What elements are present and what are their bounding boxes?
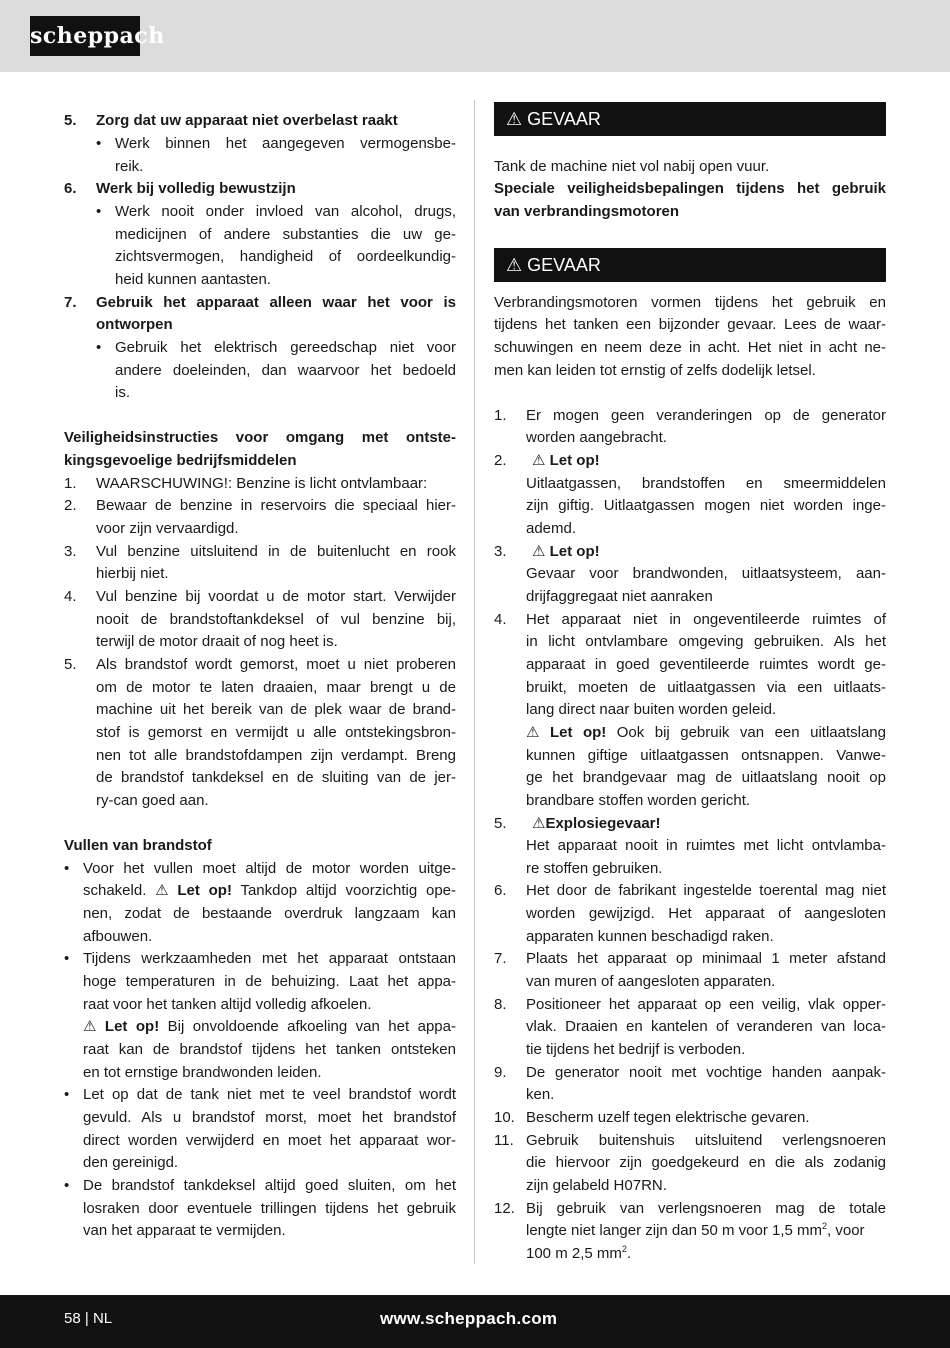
warning-triangle-icon: ⚠ <box>532 543 546 560</box>
bullet-text: afbouwen. <box>83 928 153 945</box>
text-line <box>494 292 886 314</box>
text-line <box>494 1062 886 1084</box>
list-item-text: Het apparaat niet in ongeventileerde ruimtes of <box>526 611 886 628</box>
sub-item-text: reik. <box>115 158 144 175</box>
list-item-text: zijn giftig. Uitlaatgassen mogen niet worden inge- <box>526 497 886 514</box>
text-line <box>64 1198 456 1220</box>
text-line <box>494 518 886 540</box>
text-line <box>64 360 456 382</box>
list-item-text: in licht ontvlambare omgeving gebruiken. Als het <box>526 633 886 650</box>
list-item-text: Vul benzine uitsluitend in de buitenlucht en rook <box>96 543 456 560</box>
warning-triangle-icon: ⚠ <box>506 109 528 129</box>
list-item-text: ademd. <box>526 520 577 537</box>
text-line <box>494 1220 886 1242</box>
list-item-text: van muren of aangesloten apparaten. <box>526 973 776 990</box>
text-line <box>64 767 456 789</box>
list-item-text: die hiervoor zijn goedgekeurd en die als zodanig <box>526 1154 886 1171</box>
text-line <box>64 495 456 517</box>
text-line <box>494 1039 886 1061</box>
list-item-text: 100 m 2,5 $mm^2$. <box>526 1244 632 1262</box>
list-item-text: Zorg dat uw apparaat niet overbelast raakt <box>96 112 398 129</box>
warning-label: Let op! <box>177 882 232 899</box>
list-item-text: brandbare stoffen worden gericht. <box>526 792 751 809</box>
text-line <box>64 926 456 948</box>
list-item-text: om de motor te laten draaien, maar brengt u de <box>96 679 456 696</box>
bullet: • <box>96 135 102 152</box>
text-line <box>494 767 886 789</box>
list-item-text: Bij gebruik van verlengsnoeren mag de totale <box>526 1200 886 1217</box>
text-line <box>64 948 456 970</box>
text-line <box>494 495 886 517</box>
list-item-text: nooit de brandstoftankdeksel of vul benzine bij, <box>96 611 456 628</box>
list-number: 5. <box>64 656 77 673</box>
warning-triangle-icon: ⚠ <box>83 1018 97 1035</box>
page-number-value: 58 <box>64 1310 81 1327</box>
bullet-text: raat kan de brandstof tijdens het tanken ontsteken <box>83 1041 456 1058</box>
text-line <box>64 269 456 291</box>
text-line <box>64 722 456 744</box>
list-number: 6. <box>64 180 77 197</box>
text-line <box>494 1016 886 1038</box>
sub-item-text: is. <box>115 384 130 401</box>
scheppach-logo: scheppach <box>30 16 140 56</box>
list-number: 10. <box>494 1109 515 1126</box>
sub-item-text: medicijnen of andere substanties die uw ge- <box>115 226 456 243</box>
bullet-text: Let op dat de tank niet met te veel brandstof wordt <box>83 1086 456 1103</box>
list-item-text: Gebruik buitenshuis uitsluitend verlengsnoeren <box>526 1132 886 1149</box>
text-line <box>64 541 456 563</box>
warning-triangle-icon: ⚠ <box>155 882 169 899</box>
column-divider <box>474 100 475 1264</box>
paragraph-text: Speciale veiligheidsbepalingen tijdens het gebruik <box>494 180 886 197</box>
list-item-text: ge het brandgevaar mag de uitlaatslang nooit op <box>526 769 886 786</box>
page-header <box>0 0 950 72</box>
list-item-text: ⚠ Let op! Ook bij gebruik van een uitlaatslang <box>526 722 886 744</box>
paragraph-text: tijdens het tanken een bijzonder gevaar. Lees de waar- <box>494 316 886 333</box>
bullet-text: Voor het vullen moet altijd de motor worden uitge- <box>83 860 456 877</box>
list-item-text: bruikt, moeten de uitlaatgassen via een uitlaats- <box>526 679 886 696</box>
list-item-text: Gevaar voor brandwonden, uitlaatsysteem, aan- <box>526 565 886 582</box>
text-line <box>494 427 886 449</box>
paragraph-text: men kan leiden tot ernstig of zelfs dodelijk letsel. <box>494 362 816 379</box>
list-number: 3. <box>494 543 507 560</box>
list-item-text: Plaats het apparaat op minimaal 1 meter afstand <box>526 950 886 967</box>
text-line <box>494 563 886 585</box>
superscript: 2 <box>822 1221 828 1231</box>
warning-triangle-icon: ⚠ <box>532 815 546 832</box>
list-number: 7. <box>64 294 77 311</box>
list-item-text: worden gewijzigd. Het apparaat of aangesloten <box>526 905 886 922</box>
sub-item-text: Gebruik het elektrisch gereedschap niet voor <box>115 339 456 356</box>
text-line <box>494 813 886 835</box>
warning-triangle-icon: ⚠ <box>506 255 528 275</box>
list-item-text: worden aangebracht. <box>526 429 667 446</box>
text-line <box>494 903 886 925</box>
text-line <box>64 1220 456 1242</box>
list-item-text: Gebruik het apparaat alleen waar het voor is <box>96 294 456 311</box>
text-line <box>494 586 886 608</box>
bullet-text: den gereinigd. <box>83 1154 179 1171</box>
list-number: 6. <box>494 882 507 899</box>
list-item-text: Bescherm uzelf tegen elektrische gevaren. <box>526 1109 810 1126</box>
list-number: 12. <box>494 1200 515 1217</box>
list-item-text: hierbij niet. <box>96 565 169 582</box>
danger-banner <box>494 102 886 136</box>
text-line <box>494 473 886 495</box>
text-line <box>494 699 886 721</box>
warning-label: Let op! <box>549 543 600 560</box>
text-line <box>64 1062 456 1084</box>
text-line <box>64 292 456 314</box>
list-item-text: nen tot alle brandstofdampen zijn verdampt. Breng <box>96 747 456 764</box>
text-line <box>64 246 456 268</box>
text-line <box>64 1084 456 1106</box>
list-item-text: tie tijdens het bedrijf is verboden. <box>526 1041 746 1058</box>
text-line <box>64 473 456 495</box>
list-item-text: Er mogen geen veranderingen op de generator <box>526 407 886 424</box>
bullet-text: De brandstof tankdeksel altijd goed sluiten, om het <box>83 1177 456 1194</box>
list-number: 5. <box>64 112 77 129</box>
bullet: • <box>64 860 70 877</box>
text-line <box>494 178 886 200</box>
list-item-text: Positioneer het apparaat op een veilig, vlak opper- <box>526 996 886 1013</box>
warning-label: Let op! <box>549 724 607 741</box>
text-line <box>494 314 886 336</box>
list-number: 3. <box>64 543 77 560</box>
text-line <box>494 948 886 970</box>
text-line <box>64 224 456 246</box>
text-line <box>64 586 456 608</box>
list-item-text: De generator nooit met vochtige handen aanpak- <box>526 1064 886 1081</box>
bullet-text: van het apparaat te vermijden. <box>83 1222 286 1239</box>
text-line <box>64 858 456 880</box>
text-line <box>64 427 456 449</box>
text-line <box>494 858 886 880</box>
list-item-text: apparaten kunnen beschadigd raken. <box>526 928 774 945</box>
text-line <box>494 1175 886 1197</box>
text-line <box>64 677 456 699</box>
list-number: 5. <box>494 815 507 832</box>
list-number: 8. <box>494 996 507 1013</box>
language-code: NL <box>92 1310 113 1327</box>
paragraph-text: kingsgevoelige bedrijfsmiddelen <box>64 452 297 469</box>
list-item-text: Uitlaatgassen, brandstoffen en smeermiddelen <box>526 475 886 492</box>
page-number-separator: | <box>84 1310 89 1327</box>
list-item-text: Bewaar de benzine in reservoirs die speciaal hier- <box>96 497 456 514</box>
text-line <box>494 1152 886 1174</box>
list-item-text: terwijl de motor draait of nog heet is. <box>96 633 338 650</box>
list-item-text: stof is gemorst en vermijdt u alle ontstekingsbron- <box>96 724 456 741</box>
warning-heading <box>532 450 886 472</box>
text-line <box>494 541 886 563</box>
warning-label: Let op! <box>549 452 600 469</box>
bullet-text: raat voor het tanken altijd volledig afkoelen. <box>83 996 372 1013</box>
text-line <box>64 110 456 132</box>
text-line <box>64 903 456 925</box>
text-line <box>494 201 886 223</box>
paragraph-text: van verbrandingsmotoren <box>494 203 680 220</box>
text-line <box>494 880 886 902</box>
paragraph-text: Veiligheidsinstructies voor omgang met ontste- <box>64 429 456 446</box>
warning-label: Let op! <box>104 1018 160 1035</box>
list-item-text: kunnen giftige uitlaatgassen ontsnappen. Vanwe- <box>526 747 886 764</box>
text-line <box>494 337 886 359</box>
text-line <box>64 1175 456 1197</box>
text-line <box>64 382 456 404</box>
bullet-text: losraken door eventuele trillingen tijdens het gebruik <box>83 1200 456 1217</box>
list-number: 1. <box>64 475 77 492</box>
text-line <box>64 178 456 200</box>
list-item-text: lengte niet langer zijn dan 50 m voor 1,5 $mm^2$, voor <box>526 1221 865 1239</box>
list-item-text: vlak. Draaien en kantelen of veranderen van loca- <box>526 1018 886 1035</box>
text-line <box>494 1084 886 1106</box>
text-line <box>64 880 456 902</box>
text-line <box>494 926 886 948</box>
text-line <box>64 1039 456 1061</box>
paragraph-text: Verbrandingsmotoren vormen tijdens het gebruik en <box>494 294 886 311</box>
text-line <box>64 699 456 721</box>
website-link[interactable]: www.scheppach.com <box>380 1309 558 1328</box>
bullet-text: en tot ernstige brandwonden leiden. <box>83 1064 322 1081</box>
list-number: 7. <box>494 950 507 967</box>
list-item-text: ontworpen <box>96 316 173 333</box>
list-number: 11. <box>494 1132 514 1149</box>
danger-banner <box>494 248 886 282</box>
bullet: • <box>96 339 102 356</box>
list-number: 4. <box>494 611 507 628</box>
sub-item-text: Werk nooit onder invloed van alcohol, drugs, <box>115 203 456 220</box>
bullet: • <box>64 1177 70 1194</box>
list-item-text: Werk bij volledig bewustzijn <box>96 180 296 197</box>
text-line <box>64 1016 456 1038</box>
list-number: 2. <box>494 452 507 469</box>
warning-triangle-icon: ⚠ <box>526 724 540 741</box>
text-line <box>64 745 456 767</box>
page-number <box>64 1295 112 1343</box>
text-line <box>494 677 886 699</box>
text-line <box>64 518 456 540</box>
text-line <box>494 745 886 767</box>
sub-item-text: zichtsvermogen, handigheid of oordeelkundig- <box>115 248 456 265</box>
list-item-text: zijn gelabeld H07RN. <box>526 1177 667 1194</box>
list-number: 4. <box>64 588 77 605</box>
danger-label: GEVAAR <box>527 109 601 129</box>
sub-item-text: andere doeleinden, dan waarvoor het bedoeld <box>115 362 456 379</box>
bullet-text: Tijdens werkzaamheden met het apparaat ontstaan <box>83 950 456 967</box>
list-item-text: Het apparaat nooit in ruimtes met licht ontvlamba- <box>526 837 886 854</box>
text-line <box>494 1107 886 1129</box>
text-line <box>64 790 456 812</box>
text-line <box>494 994 886 1016</box>
page-footer <box>0 1295 950 1348</box>
list-item-text: re stoffen gebruiken. <box>526 860 663 877</box>
bullet-text: ⚠ Let op! Bij onvoldoende afkoeling van het appa- <box>83 1016 456 1038</box>
warning-heading <box>532 813 886 835</box>
list-item-text: Het door de fabrikant ingestelde toerental mag niet <box>526 882 886 899</box>
list-item-text: machine uit het bereik van de plek waar de brand- <box>96 701 456 718</box>
bullet: • <box>64 950 70 967</box>
list-item-text: WAARSCHUWING!: Benzine is licht ontvlambaar: <box>96 475 428 492</box>
text-line <box>64 609 456 631</box>
paragraph-text: Vullen van brandstof <box>64 837 212 854</box>
text-line <box>64 631 456 653</box>
list-number: 1. <box>494 407 507 424</box>
text-line <box>494 450 886 472</box>
text-line <box>64 994 456 1016</box>
text-line <box>64 1107 456 1129</box>
text-line <box>64 654 456 676</box>
text-line <box>494 360 886 382</box>
bullet: • <box>96 203 102 220</box>
list-item-text: ken. <box>526 1086 555 1103</box>
sub-item-text: Werk binnen het aangegeven vermogensbe- <box>115 135 456 152</box>
bullet-text: gevuld. Als u brandstof morst, moet het brandstof <box>83 1109 456 1126</box>
warning-heading <box>532 541 886 563</box>
list-item-text: apparaat in goed geventileerde ruimtes wordt ge- <box>526 656 886 673</box>
list-item-text: voor zijn vervaardigd. <box>96 520 239 537</box>
text-line <box>494 609 886 631</box>
text-line <box>64 971 456 993</box>
text-line <box>494 631 886 653</box>
warning-triangle-icon: ⚠ <box>532 452 546 469</box>
text-line <box>494 1243 886 1265</box>
text-line <box>64 201 456 223</box>
text-line <box>494 156 886 178</box>
bullet-text: nen, zodat de bestaande overdruk langzaam kan <box>83 905 456 922</box>
text-line <box>64 450 456 472</box>
text-line <box>64 835 456 857</box>
paragraph-text: schuwingen en neem deze in acht. Het niet in acht ne- <box>494 339 886 356</box>
warning-label: Explosiegevaar! <box>545 815 661 832</box>
list-number: 2. <box>64 497 77 514</box>
text-line <box>494 835 886 857</box>
text-line <box>64 156 456 178</box>
text-line <box>64 337 456 359</box>
text-line <box>494 790 886 812</box>
sub-item-text: heid kunnen aantasten. <box>115 271 271 288</box>
paragraph-text: Tank de machine niet vol nabij open vuur. <box>494 158 770 175</box>
list-number: 9. <box>494 1064 507 1081</box>
text-line <box>64 314 456 336</box>
bullet-text: hoge temperaturen in de behuizing. Laat het appa- <box>83 973 456 990</box>
text-line <box>494 722 886 744</box>
bullet-text: schakeld. ⚠ Let op! Tankdop altijd voorzichtig ope- <box>83 880 456 902</box>
list-item-text: Vul benzine bij voordat u de motor start. Verwijder <box>96 588 456 605</box>
text-line <box>494 1130 886 1152</box>
list-item-text: ry-can goed aan. <box>96 792 209 809</box>
text-line <box>494 654 886 676</box>
list-item-text: lang direct naar buiten worden geleid. <box>526 701 777 718</box>
bullet: • <box>64 1086 70 1103</box>
list-item-text: de brandstof tankdeksel en de sluiting van de jer- <box>96 769 456 786</box>
text-line <box>64 563 456 585</box>
text-line <box>494 1198 886 1220</box>
superscript: 2 <box>621 1244 627 1254</box>
text-line <box>64 1152 456 1174</box>
text-line <box>64 1130 456 1152</box>
danger-label: GEVAAR <box>527 255 601 275</box>
text-line <box>494 971 886 993</box>
text-line <box>494 405 886 427</box>
bullet-text: direct worden verwijderd en moet het apparaat wor- <box>83 1132 456 1149</box>
text-line <box>64 133 456 155</box>
list-item-text: Als brandstof wordt gemorst, moet u niet proberen <box>96 656 456 673</box>
list-item-text: drijfaggregaat niet aanraken <box>526 588 713 605</box>
